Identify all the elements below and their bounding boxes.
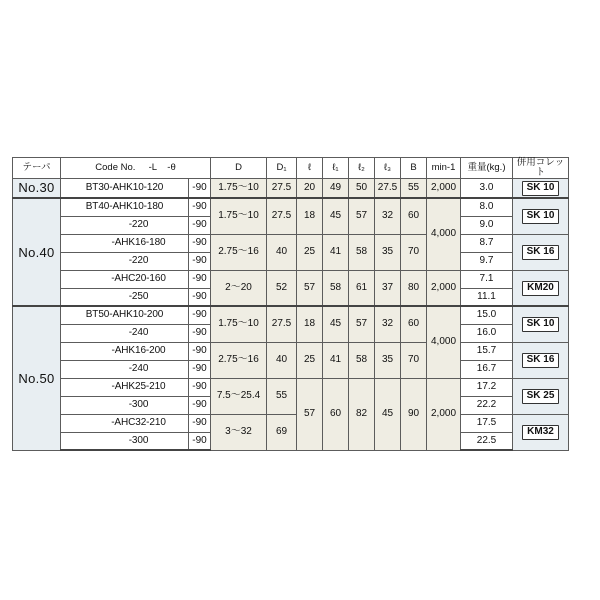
- header-weight: 重量(kg.): [461, 158, 513, 179]
- l2-cell: 58: [349, 234, 375, 270]
- code-cell: -240: [61, 324, 189, 342]
- d1-cell: 52: [267, 270, 297, 306]
- l2-cell: 57: [349, 198, 375, 234]
- taper-no30: No.30: [13, 178, 61, 198]
- taper-no40: No.40: [13, 198, 61, 306]
- d-cell: 3〜32: [211, 414, 267, 450]
- collet-cell: [513, 378, 569, 414]
- collet-badge: KM32: [522, 425, 559, 440]
- l-cell: 18: [297, 306, 323, 342]
- l3-cell: 32: [375, 198, 401, 234]
- weight-cell: 8.7: [461, 234, 513, 252]
- l-cell: 18: [297, 198, 323, 234]
- collet-cell: [513, 234, 569, 270]
- collet-cell: [513, 342, 569, 378]
- angle-cell: -90: [189, 288, 211, 306]
- weight-cell: 3.0: [461, 178, 513, 198]
- angle-cell: -90: [189, 342, 211, 360]
- weight-cell: 22.5: [461, 432, 513, 450]
- header-l3: ℓ₃: [375, 158, 401, 179]
- l3-cell: 27.5: [375, 178, 401, 198]
- b-cell: 90: [401, 378, 427, 450]
- l1-cell: 49: [323, 178, 349, 198]
- d1-cell: 27.5: [267, 178, 297, 198]
- l-cell: 25: [297, 234, 323, 270]
- code-cell: -AHC20-160: [61, 270, 189, 288]
- table-row: [13, 306, 569, 324]
- collet-badge: SK 10: [522, 209, 560, 224]
- d-cell: 2.75〜16: [211, 234, 267, 270]
- l3-cell: 35: [375, 234, 401, 270]
- angle-cell: -90: [189, 234, 211, 252]
- code-cell: -220: [61, 216, 189, 234]
- l2-cell: 61: [349, 270, 375, 306]
- d-cell: 1.75〜10: [211, 198, 267, 234]
- b-cell: 70: [401, 342, 427, 378]
- weight-cell: 8.0: [461, 198, 513, 216]
- header-D1: D₁: [267, 158, 297, 179]
- code-cell: -250: [61, 288, 189, 306]
- weight-cell: 17.2: [461, 378, 513, 396]
- weight-cell: 22.2: [461, 396, 513, 414]
- table-row: [13, 414, 569, 432]
- collet-cell: [513, 414, 569, 450]
- d1-cell: 40: [267, 234, 297, 270]
- weight-cell: 15.0: [461, 306, 513, 324]
- collet-badge: SK 16: [522, 245, 560, 260]
- taper-no50: No.50: [13, 306, 61, 450]
- code-cell: -220: [61, 252, 189, 270]
- rpm-cell: 2,000: [427, 378, 461, 450]
- l3-cell: 35: [375, 342, 401, 378]
- code-cell: -AHK16-180: [61, 234, 189, 252]
- header-code-no: [61, 158, 211, 179]
- collet-badge: KM20: [522, 281, 559, 296]
- angle-cell: -90: [189, 270, 211, 288]
- angle-cell: -90: [189, 198, 211, 216]
- header-B: B: [401, 158, 427, 179]
- code-cell: -300: [61, 396, 189, 414]
- angle-cell: -90: [189, 414, 211, 432]
- table-row: [13, 342, 569, 360]
- angle-cell: -90: [189, 252, 211, 270]
- collet-cell: [513, 306, 569, 342]
- d-cell: 1.75〜10: [211, 178, 267, 198]
- header-taper: テーパ: [13, 158, 61, 179]
- header-code-label: Code No.: [95, 161, 136, 173]
- collet-cell: [513, 198, 569, 234]
- header-l1: ℓ₁: [323, 158, 349, 179]
- l1-cell: 45: [323, 198, 349, 234]
- l2-cell: 50: [349, 178, 375, 198]
- code-cell: -AHK16-200: [61, 342, 189, 360]
- rpm-cell: 2,000: [427, 270, 461, 306]
- specification-table: [12, 157, 569, 451]
- header-l2: ℓ₂: [349, 158, 375, 179]
- collet-badge: SK 16: [522, 353, 560, 368]
- rpm-cell: 4,000: [427, 306, 461, 378]
- d-cell: 2.75〜16: [211, 342, 267, 378]
- d1-cell: 27.5: [267, 198, 297, 234]
- d1-cell: 55: [267, 378, 297, 414]
- l2-cell: 58: [349, 342, 375, 378]
- header-collet: 併用コレット: [513, 158, 569, 179]
- rpm-cell: 4,000: [427, 198, 461, 270]
- collet-cell: [513, 270, 569, 306]
- rpm-cell: 2,000: [427, 178, 461, 198]
- weight-cell: 11.1: [461, 288, 513, 306]
- l-cell: 57: [297, 270, 323, 306]
- angle-cell: -90: [189, 178, 211, 198]
- collet-badge: SK 25: [522, 389, 560, 404]
- table-header-row: [13, 158, 569, 179]
- header-L-label: -L: [148, 161, 157, 173]
- angle-cell: -90: [189, 360, 211, 378]
- collet-badge: SK 10: [522, 181, 560, 196]
- code-cell: -AHK25-210: [61, 378, 189, 396]
- d1-cell: 27.5: [267, 306, 297, 342]
- angle-cell: -90: [189, 216, 211, 234]
- table-row: [13, 234, 569, 252]
- code-cell: BT40-AHK10-180: [61, 198, 189, 216]
- angle-cell: -90: [189, 396, 211, 414]
- weight-cell: 16.7: [461, 360, 513, 378]
- table-row: [13, 198, 569, 216]
- code-cell: -300: [61, 432, 189, 450]
- d1-cell: 69: [267, 414, 297, 450]
- code-cell: -240: [61, 360, 189, 378]
- b-cell: 60: [401, 306, 427, 342]
- angle-cell: -90: [189, 324, 211, 342]
- table-row: [13, 178, 569, 198]
- weight-cell: 16.0: [461, 324, 513, 342]
- l2-cell: 82: [349, 378, 375, 450]
- d-cell: 7.5〜25.4: [211, 378, 267, 414]
- l3-cell: 37: [375, 270, 401, 306]
- angle-cell: -90: [189, 378, 211, 396]
- table-row: [13, 378, 569, 396]
- angle-cell: -90: [189, 306, 211, 324]
- l1-cell: 58: [323, 270, 349, 306]
- l-cell: 25: [297, 342, 323, 378]
- collet-badge: SK 10: [522, 317, 560, 332]
- collet-cell: [513, 178, 569, 198]
- b-cell: 80: [401, 270, 427, 306]
- b-cell: 60: [401, 198, 427, 234]
- l1-cell: 60: [323, 378, 349, 450]
- header-theta-label: -θ: [167, 161, 176, 173]
- weight-cell: 17.5: [461, 414, 513, 432]
- l2-cell: 57: [349, 306, 375, 342]
- b-cell: 70: [401, 234, 427, 270]
- weight-cell: 9.7: [461, 252, 513, 270]
- d1-cell: 40: [267, 342, 297, 378]
- table-row: [13, 270, 569, 288]
- header-l: ℓ: [297, 158, 323, 179]
- code-cell: -AHC32-210: [61, 414, 189, 432]
- l-cell: 57: [297, 378, 323, 450]
- l3-cell: 45: [375, 378, 401, 450]
- weight-cell: 9.0: [461, 216, 513, 234]
- l3-cell: 32: [375, 306, 401, 342]
- d-cell: 1.75〜10: [211, 306, 267, 342]
- l1-cell: 41: [323, 234, 349, 270]
- l1-cell: 41: [323, 342, 349, 378]
- code-cell: BT50-AHK10-200: [61, 306, 189, 324]
- angle-cell: -90: [189, 432, 211, 450]
- header-D: D: [211, 158, 267, 179]
- weight-cell: 7.1: [461, 270, 513, 288]
- l-cell: 20: [297, 178, 323, 198]
- b-cell: 55: [401, 178, 427, 198]
- l1-cell: 45: [323, 306, 349, 342]
- code-cell: BT30-AHK10-120: [61, 178, 189, 198]
- header-rpm: min-1: [427, 158, 461, 179]
- d-cell: 2〜20: [211, 270, 267, 306]
- weight-cell: 15.7: [461, 342, 513, 360]
